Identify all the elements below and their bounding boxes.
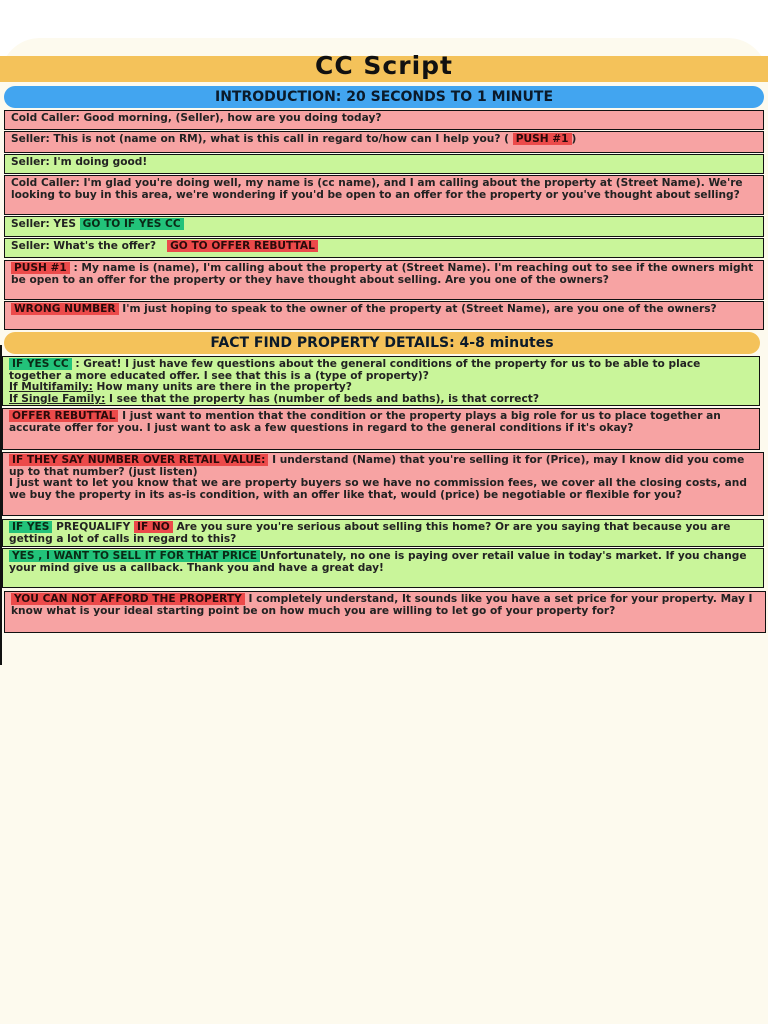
go-to-offer-rebuttal-tag: GO TO OFFER REBUTTAL [167,240,318,252]
cannot-afford-tag: YOU CAN NOT AFFORD THE PROPERTY [11,593,245,605]
over-retail-tag: IF THEY SAY NUMBER OVER RETAIL VALUE: [9,454,268,466]
row-text: Seller: YES [11,218,76,230]
script-row-cannot-afford [4,591,766,633]
script-row-seller-offer [4,238,764,258]
if-yes-cc-tag: IF YES CC [9,358,72,370]
row-text: Are you sure you're serious about selling this home? Or are you saying that because you are getting a lot of calls in regard to this? [9,521,731,545]
script-row-offer-rebuttal [2,408,760,450]
page-title: CC Script [315,51,453,80]
row-text: Cold Caller: Good morning, (Seller), how are you doing today? [11,112,382,124]
row-text: I see that the property has (number of beds and baths), is that correct? [105,392,539,405]
multifamily-label: If Multifamily: [9,381,93,394]
sell-at-price-tag: YES , I WANT TO SELL IT FOR THAT PRICE [9,550,260,562]
row-text: Cold Caller: I'm glad you're doing well, my name is (cc name), and I am calling about the property at (Street Name). We're looking to buy in this area, we're wondering if you'd be open to an offer for the property or you've thought about selling? [11,177,743,201]
row-text-end: ) [571,133,577,145]
script-row-over-retail [2,452,764,516]
if-yes-tag: IF YES [9,521,52,533]
row-text: I completely understand, It sounds like you have a set price for your property. May I know what is your ideal starting point be on how much you are willing to let go of your property for? [11,593,753,617]
push-1-tag: PUSH #1 [11,262,70,274]
script-row-wrong-number [4,301,764,330]
section-fact-find: FACT FIND PROPERTY DETAILS: 4-8 minutes [4,332,760,354]
row-text: Seller: I'm doing good! [11,156,148,168]
script-row-if-yes-cc [2,356,760,406]
wrong-number-tag: WRONG NUMBER [11,303,119,315]
push-1-tag: PUSH #1 [513,133,572,145]
row-text: I understand (Name) that you're selling it for (Price), may I know did you come up to that number? (just listen) [9,454,745,478]
row-text: Unfortunately, no one is paying over retail value in today's market. If you change your mind give us a callback. Thank you and have a great day! [9,550,747,574]
prequalify-text: PREQUALIFY [52,521,135,533]
row-text: : Great! I just have few questions about the general conditions of the property for us to be able to place together a more educated offer. I see that this is a (type of property)? [9,358,701,382]
row-text: Seller: This is not (name on RM), what is this call in regard to/how can I help you? ( [11,133,509,145]
if-no-tag: IF NO [134,521,173,533]
row-text: How many units are there in the property? [92,381,352,394]
script-row-greeting [4,110,764,130]
script-row-prequalify [2,519,764,547]
script-row-seller-yes [4,216,764,237]
single-family-label: If Single Family: [9,392,106,405]
row-text: I just want to mention that the condition or the property plays a big role for us to place together an accurate offer for you. I just want to ask a few questions in regard to the general conditions if it's okay? [9,410,721,434]
go-to-if-yes-tag: GO TO IF YES CC [80,218,184,230]
offer-rebuttal-tag: OFFER REBUTTAL [9,410,118,422]
script-row-not-seller [4,131,764,153]
section-introduction: INTRODUCTION: 20 SECONDS TO 1 MINUTE [4,86,764,108]
row-text: : My name is (name), I'm calling about the property at (Street Name). I'm reaching out to see if the owners might be open to an offer for the property or they have thought about selling. Are you one of the owners? [11,262,754,286]
script-row-push-1 [4,260,764,300]
script-row-cc-intro [4,175,764,215]
row-text: I just want to let you know that we are property buyers so we have no commission fees, we cover all the closing costs, and we buy the property in its as-is condition, with an offer like that, would (price) be negotiable or flexible for you? [9,477,747,501]
row-text: Seller: What's the offer? [11,240,156,252]
row-text: I'm just hoping to speak to the owner of the property at (Street Name), are you one of the owners? [118,303,717,315]
script-row-seller-good [4,154,764,174]
script-row-sell-price [2,548,764,588]
